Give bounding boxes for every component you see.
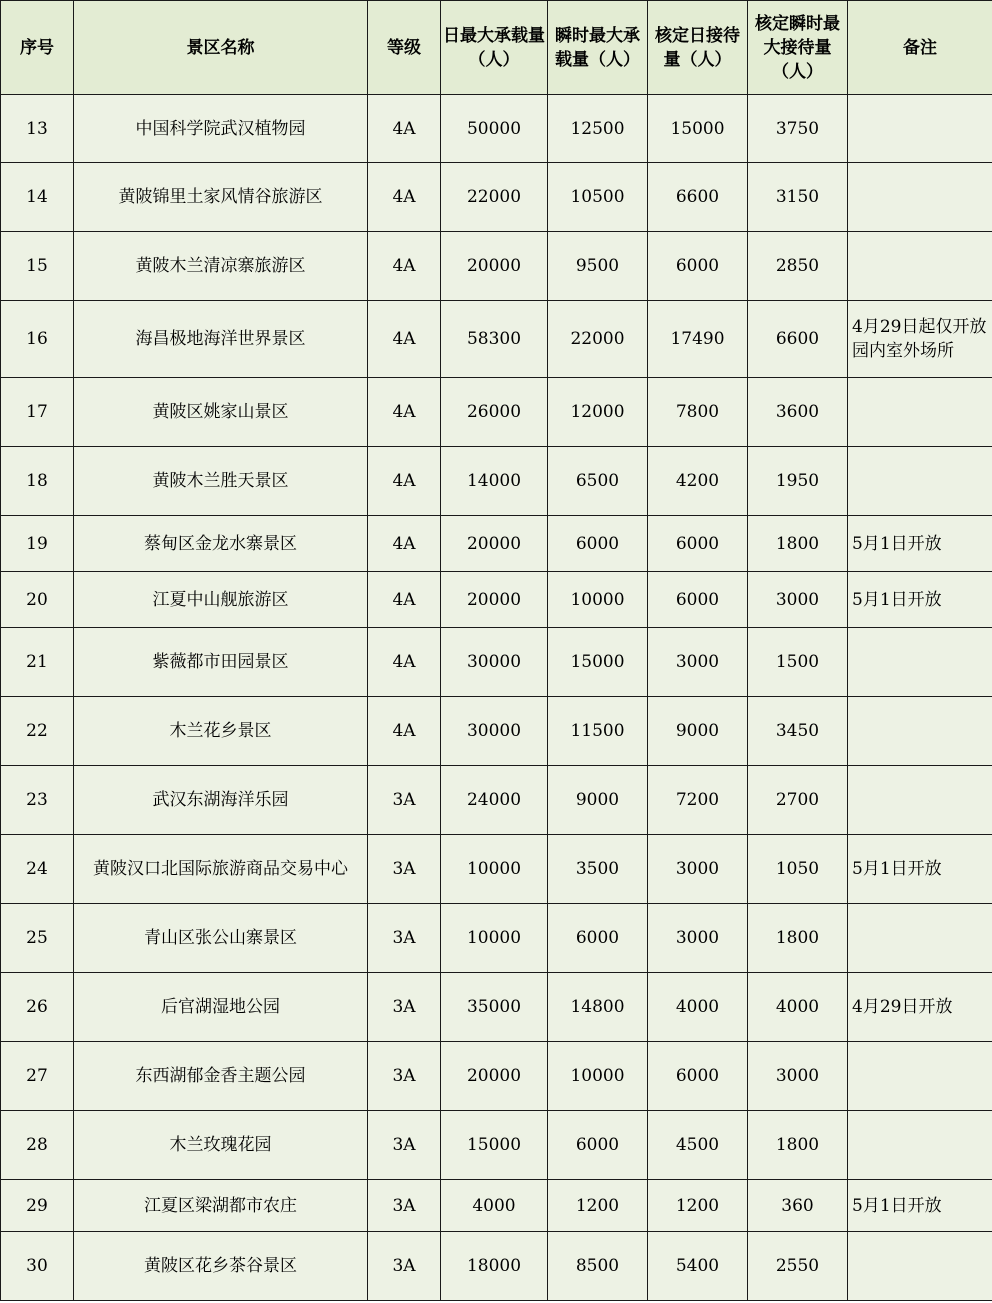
header-note-label: 备注 bbox=[903, 37, 937, 58]
cell-name: 中国科学院武汉植物园 bbox=[74, 95, 368, 163]
cell-instant-max: 10000 bbox=[548, 572, 648, 628]
cell-instant-max: 12000 bbox=[548, 378, 648, 447]
cell-approved-instant: 3000 bbox=[748, 1042, 848, 1111]
cell-grade: 3A bbox=[368, 904, 441, 973]
cell-daily-max: 20000 bbox=[441, 572, 548, 628]
cell-instant-max: 6500 bbox=[548, 447, 648, 516]
cell-grade: 3A bbox=[368, 1111, 441, 1180]
cell-approved-daily: 9000 bbox=[648, 697, 748, 766]
table-row bbox=[1, 1111, 992, 1180]
cell-note: 5月1日开放 bbox=[848, 835, 992, 904]
table-row bbox=[1, 163, 992, 232]
cell-approved-instant: 2700 bbox=[748, 766, 848, 835]
cell-approved-instant: 3750 bbox=[748, 95, 848, 163]
table-row bbox=[1, 835, 992, 904]
cell-name: 黄陂区花乡茶谷景区 bbox=[74, 1232, 368, 1301]
cell-instant-max: 10500 bbox=[548, 163, 648, 232]
cell-instant-max: 14800 bbox=[548, 973, 648, 1042]
cell-name: 黄陂木兰胜天景区 bbox=[74, 447, 368, 516]
cell-daily-max: 26000 bbox=[441, 378, 548, 447]
cell-instant-max: 3500 bbox=[548, 835, 648, 904]
header-grade bbox=[368, 1, 441, 95]
cell-approved-daily: 6600 bbox=[648, 163, 748, 232]
cell-no: 25 bbox=[1, 904, 74, 973]
cell-name: 海昌极地海洋世界景区 bbox=[74, 301, 368, 378]
cell-no: 21 bbox=[1, 628, 74, 697]
header-daily-max-label: 日最大承载量（人） bbox=[443, 25, 545, 70]
cell-instant-max: 6000 bbox=[548, 1111, 648, 1180]
header-no-label: 序号 bbox=[20, 37, 54, 58]
header-note bbox=[848, 1, 992, 95]
cell-daily-max: 30000 bbox=[441, 628, 548, 697]
cell-name: 江夏中山舰旅游区 bbox=[74, 572, 368, 628]
cell-instant-max: 9000 bbox=[548, 766, 648, 835]
cell-name: 东西湖郁金香主题公园 bbox=[74, 1042, 368, 1111]
header-approved-daily-label: 核定日接待量（人） bbox=[655, 25, 740, 70]
cell-instant-max: 10000 bbox=[548, 1042, 648, 1111]
cell-note bbox=[848, 1042, 992, 1111]
cell-grade: 4A bbox=[368, 697, 441, 766]
cell-approved-instant: 1050 bbox=[748, 835, 848, 904]
table-row bbox=[1, 697, 992, 766]
cell-approved-instant: 3600 bbox=[748, 378, 848, 447]
cell-no: 19 bbox=[1, 516, 74, 572]
cell-no: 24 bbox=[1, 835, 74, 904]
cell-no: 20 bbox=[1, 572, 74, 628]
cell-name: 后官湖湿地公园 bbox=[74, 973, 368, 1042]
cell-daily-max: 24000 bbox=[441, 766, 548, 835]
cell-approved-daily: 1200 bbox=[648, 1180, 748, 1232]
cell-grade: 4A bbox=[368, 378, 441, 447]
header-approved-instant bbox=[748, 1, 848, 95]
cell-note bbox=[848, 163, 992, 232]
cell-no: 17 bbox=[1, 378, 74, 447]
cell-name: 木兰玫瑰花园 bbox=[74, 1111, 368, 1180]
cell-note: 4月29日起仅开放园内室外场所 bbox=[848, 301, 992, 378]
cell-approved-instant: 1800 bbox=[748, 904, 848, 973]
cell-daily-max: 20000 bbox=[441, 1042, 548, 1111]
cell-no: 16 bbox=[1, 301, 74, 378]
cell-instant-max: 8500 bbox=[548, 1232, 648, 1301]
header-approved-instant-label: 核定瞬时最大接待量（人） bbox=[755, 13, 840, 82]
table-row bbox=[1, 1180, 992, 1232]
cell-grade: 4A bbox=[368, 232, 441, 301]
cell-name: 武汉东湖海洋乐园 bbox=[74, 766, 368, 835]
cell-approved-instant: 1500 bbox=[748, 628, 848, 697]
table-row bbox=[1, 95, 992, 163]
cell-no: 15 bbox=[1, 232, 74, 301]
cell-note bbox=[848, 628, 992, 697]
cell-instant-max: 6000 bbox=[548, 516, 648, 572]
cell-note: 5月1日开放 bbox=[848, 516, 992, 572]
table-row bbox=[1, 766, 992, 835]
header-instant-max bbox=[548, 1, 648, 95]
cell-daily-max: 22000 bbox=[441, 163, 548, 232]
table-row bbox=[1, 378, 992, 447]
table-row bbox=[1, 516, 992, 572]
table-row bbox=[1, 1042, 992, 1111]
cell-approved-instant: 1800 bbox=[748, 1111, 848, 1180]
cell-grade: 4A bbox=[368, 163, 441, 232]
header-name bbox=[74, 1, 368, 95]
cell-no: 30 bbox=[1, 1232, 74, 1301]
cell-grade: 4A bbox=[368, 572, 441, 628]
cell-grade: 3A bbox=[368, 973, 441, 1042]
cell-approved-daily: 4000 bbox=[648, 973, 748, 1042]
cell-name: 江夏区梁湖都市农庄 bbox=[74, 1180, 368, 1232]
cell-approved-instant: 2850 bbox=[748, 232, 848, 301]
cell-approved-instant: 1800 bbox=[748, 516, 848, 572]
cell-no: 27 bbox=[1, 1042, 74, 1111]
cell-instant-max: 22000 bbox=[548, 301, 648, 378]
cell-no: 23 bbox=[1, 766, 74, 835]
table-row bbox=[1, 1232, 992, 1301]
cell-approved-daily: 7800 bbox=[648, 378, 748, 447]
cell-approved-daily: 6000 bbox=[648, 232, 748, 301]
cell-grade: 4A bbox=[368, 516, 441, 572]
cell-approved-instant: 3150 bbox=[748, 163, 848, 232]
header-daily-max bbox=[441, 1, 548, 95]
cell-approved-daily: 4200 bbox=[648, 447, 748, 516]
cell-grade: 3A bbox=[368, 835, 441, 904]
cell-approved-daily: 17490 bbox=[648, 301, 748, 378]
cell-grade: 3A bbox=[368, 1042, 441, 1111]
cell-name: 青山区张公山寨景区 bbox=[74, 904, 368, 973]
cell-note: 4月29日开放 bbox=[848, 973, 992, 1042]
cell-name: 紫薇都市田园景区 bbox=[74, 628, 368, 697]
cell-no: 26 bbox=[1, 973, 74, 1042]
cell-approved-daily: 6000 bbox=[648, 1042, 748, 1111]
table-row bbox=[1, 232, 992, 301]
cell-daily-max: 50000 bbox=[441, 95, 548, 163]
cell-name: 木兰花乡景区 bbox=[74, 697, 368, 766]
cell-note: 5月1日开放 bbox=[848, 572, 992, 628]
cell-instant-max: 6000 bbox=[548, 904, 648, 973]
table-body bbox=[1, 95, 992, 1301]
table-row bbox=[1, 572, 992, 628]
cell-daily-max: 30000 bbox=[441, 697, 548, 766]
cell-daily-max: 10000 bbox=[441, 904, 548, 973]
cell-grade: 4A bbox=[368, 301, 441, 378]
cell-no: 29 bbox=[1, 1180, 74, 1232]
cell-no: 18 bbox=[1, 447, 74, 516]
cell-approved-daily: 3000 bbox=[648, 835, 748, 904]
cell-daily-max: 20000 bbox=[441, 516, 548, 572]
cell-approved-daily: 3000 bbox=[648, 904, 748, 973]
cell-daily-max: 58300 bbox=[441, 301, 548, 378]
cell-note bbox=[848, 378, 992, 447]
cell-daily-max: 10000 bbox=[441, 835, 548, 904]
table-row bbox=[1, 628, 992, 697]
header-no bbox=[1, 1, 74, 95]
header-name-label: 景区名称 bbox=[186, 37, 255, 58]
cell-approved-daily: 5400 bbox=[648, 1232, 748, 1301]
header-approved-daily bbox=[648, 1, 748, 95]
cell-daily-max: 18000 bbox=[441, 1232, 548, 1301]
cell-instant-max: 9500 bbox=[548, 232, 648, 301]
table-row bbox=[1, 447, 992, 516]
cell-grade: 3A bbox=[368, 1232, 441, 1301]
cell-note bbox=[848, 904, 992, 973]
cell-grade: 3A bbox=[368, 766, 441, 835]
cell-no: 14 bbox=[1, 163, 74, 232]
cell-name: 黄陂区姚家山景区 bbox=[74, 378, 368, 447]
cell-approved-instant: 3000 bbox=[748, 572, 848, 628]
cell-no: 28 bbox=[1, 1111, 74, 1180]
cell-note bbox=[848, 447, 992, 516]
cell-note bbox=[848, 1111, 992, 1180]
cell-grade: 3A bbox=[368, 1180, 441, 1232]
cell-daily-max: 20000 bbox=[441, 232, 548, 301]
cell-note bbox=[848, 1232, 992, 1301]
cell-name: 蔡甸区金龙水寨景区 bbox=[74, 516, 368, 572]
cell-note: 5月1日开放 bbox=[848, 1180, 992, 1232]
cell-approved-instant: 6600 bbox=[748, 301, 848, 378]
cell-approved-daily: 6000 bbox=[648, 572, 748, 628]
cell-note bbox=[848, 232, 992, 301]
cell-no: 13 bbox=[1, 95, 74, 163]
cell-grade: 4A bbox=[368, 95, 441, 163]
cell-approved-daily: 15000 bbox=[648, 95, 748, 163]
cell-instant-max: 12500 bbox=[548, 95, 648, 163]
cell-name: 黄陂锦里土家风情谷旅游区 bbox=[74, 163, 368, 232]
cell-approved-daily: 7200 bbox=[648, 766, 748, 835]
cell-approved-daily: 4500 bbox=[648, 1111, 748, 1180]
cell-instant-max: 1200 bbox=[548, 1180, 648, 1232]
cell-approved-instant: 4000 bbox=[748, 973, 848, 1042]
cell-name: 黄陂木兰清凉寨旅游区 bbox=[74, 232, 368, 301]
cell-grade: 4A bbox=[368, 447, 441, 516]
table-row bbox=[1, 301, 992, 378]
cell-daily-max: 15000 bbox=[441, 1111, 548, 1180]
table-header bbox=[1, 1, 992, 95]
cell-approved-instant: 2550 bbox=[748, 1232, 848, 1301]
cell-note bbox=[848, 697, 992, 766]
table-row bbox=[1, 973, 992, 1042]
header-instant-max-label: 瞬时最大承载量（人） bbox=[555, 25, 640, 70]
cell-note bbox=[848, 95, 992, 163]
cell-approved-instant: 1950 bbox=[748, 447, 848, 516]
cell-grade: 4A bbox=[368, 628, 441, 697]
cell-approved-instant: 3450 bbox=[748, 697, 848, 766]
cell-note bbox=[848, 766, 992, 835]
cell-daily-max: 35000 bbox=[441, 973, 548, 1042]
table-row bbox=[1, 904, 992, 973]
cell-daily-max: 14000 bbox=[441, 447, 548, 516]
header-grade-label: 等级 bbox=[387, 37, 421, 58]
cell-instant-max: 15000 bbox=[548, 628, 648, 697]
cell-no: 22 bbox=[1, 697, 74, 766]
cell-approved-daily: 6000 bbox=[648, 516, 748, 572]
cell-approved-daily: 3000 bbox=[648, 628, 748, 697]
cell-name: 黄陂汉口北国际旅游商品交易中心 bbox=[74, 835, 368, 904]
header-row bbox=[1, 1, 992, 95]
cell-instant-max: 11500 bbox=[548, 697, 648, 766]
cell-daily-max: 4000 bbox=[441, 1180, 548, 1232]
cell-approved-instant: 360 bbox=[748, 1180, 848, 1232]
